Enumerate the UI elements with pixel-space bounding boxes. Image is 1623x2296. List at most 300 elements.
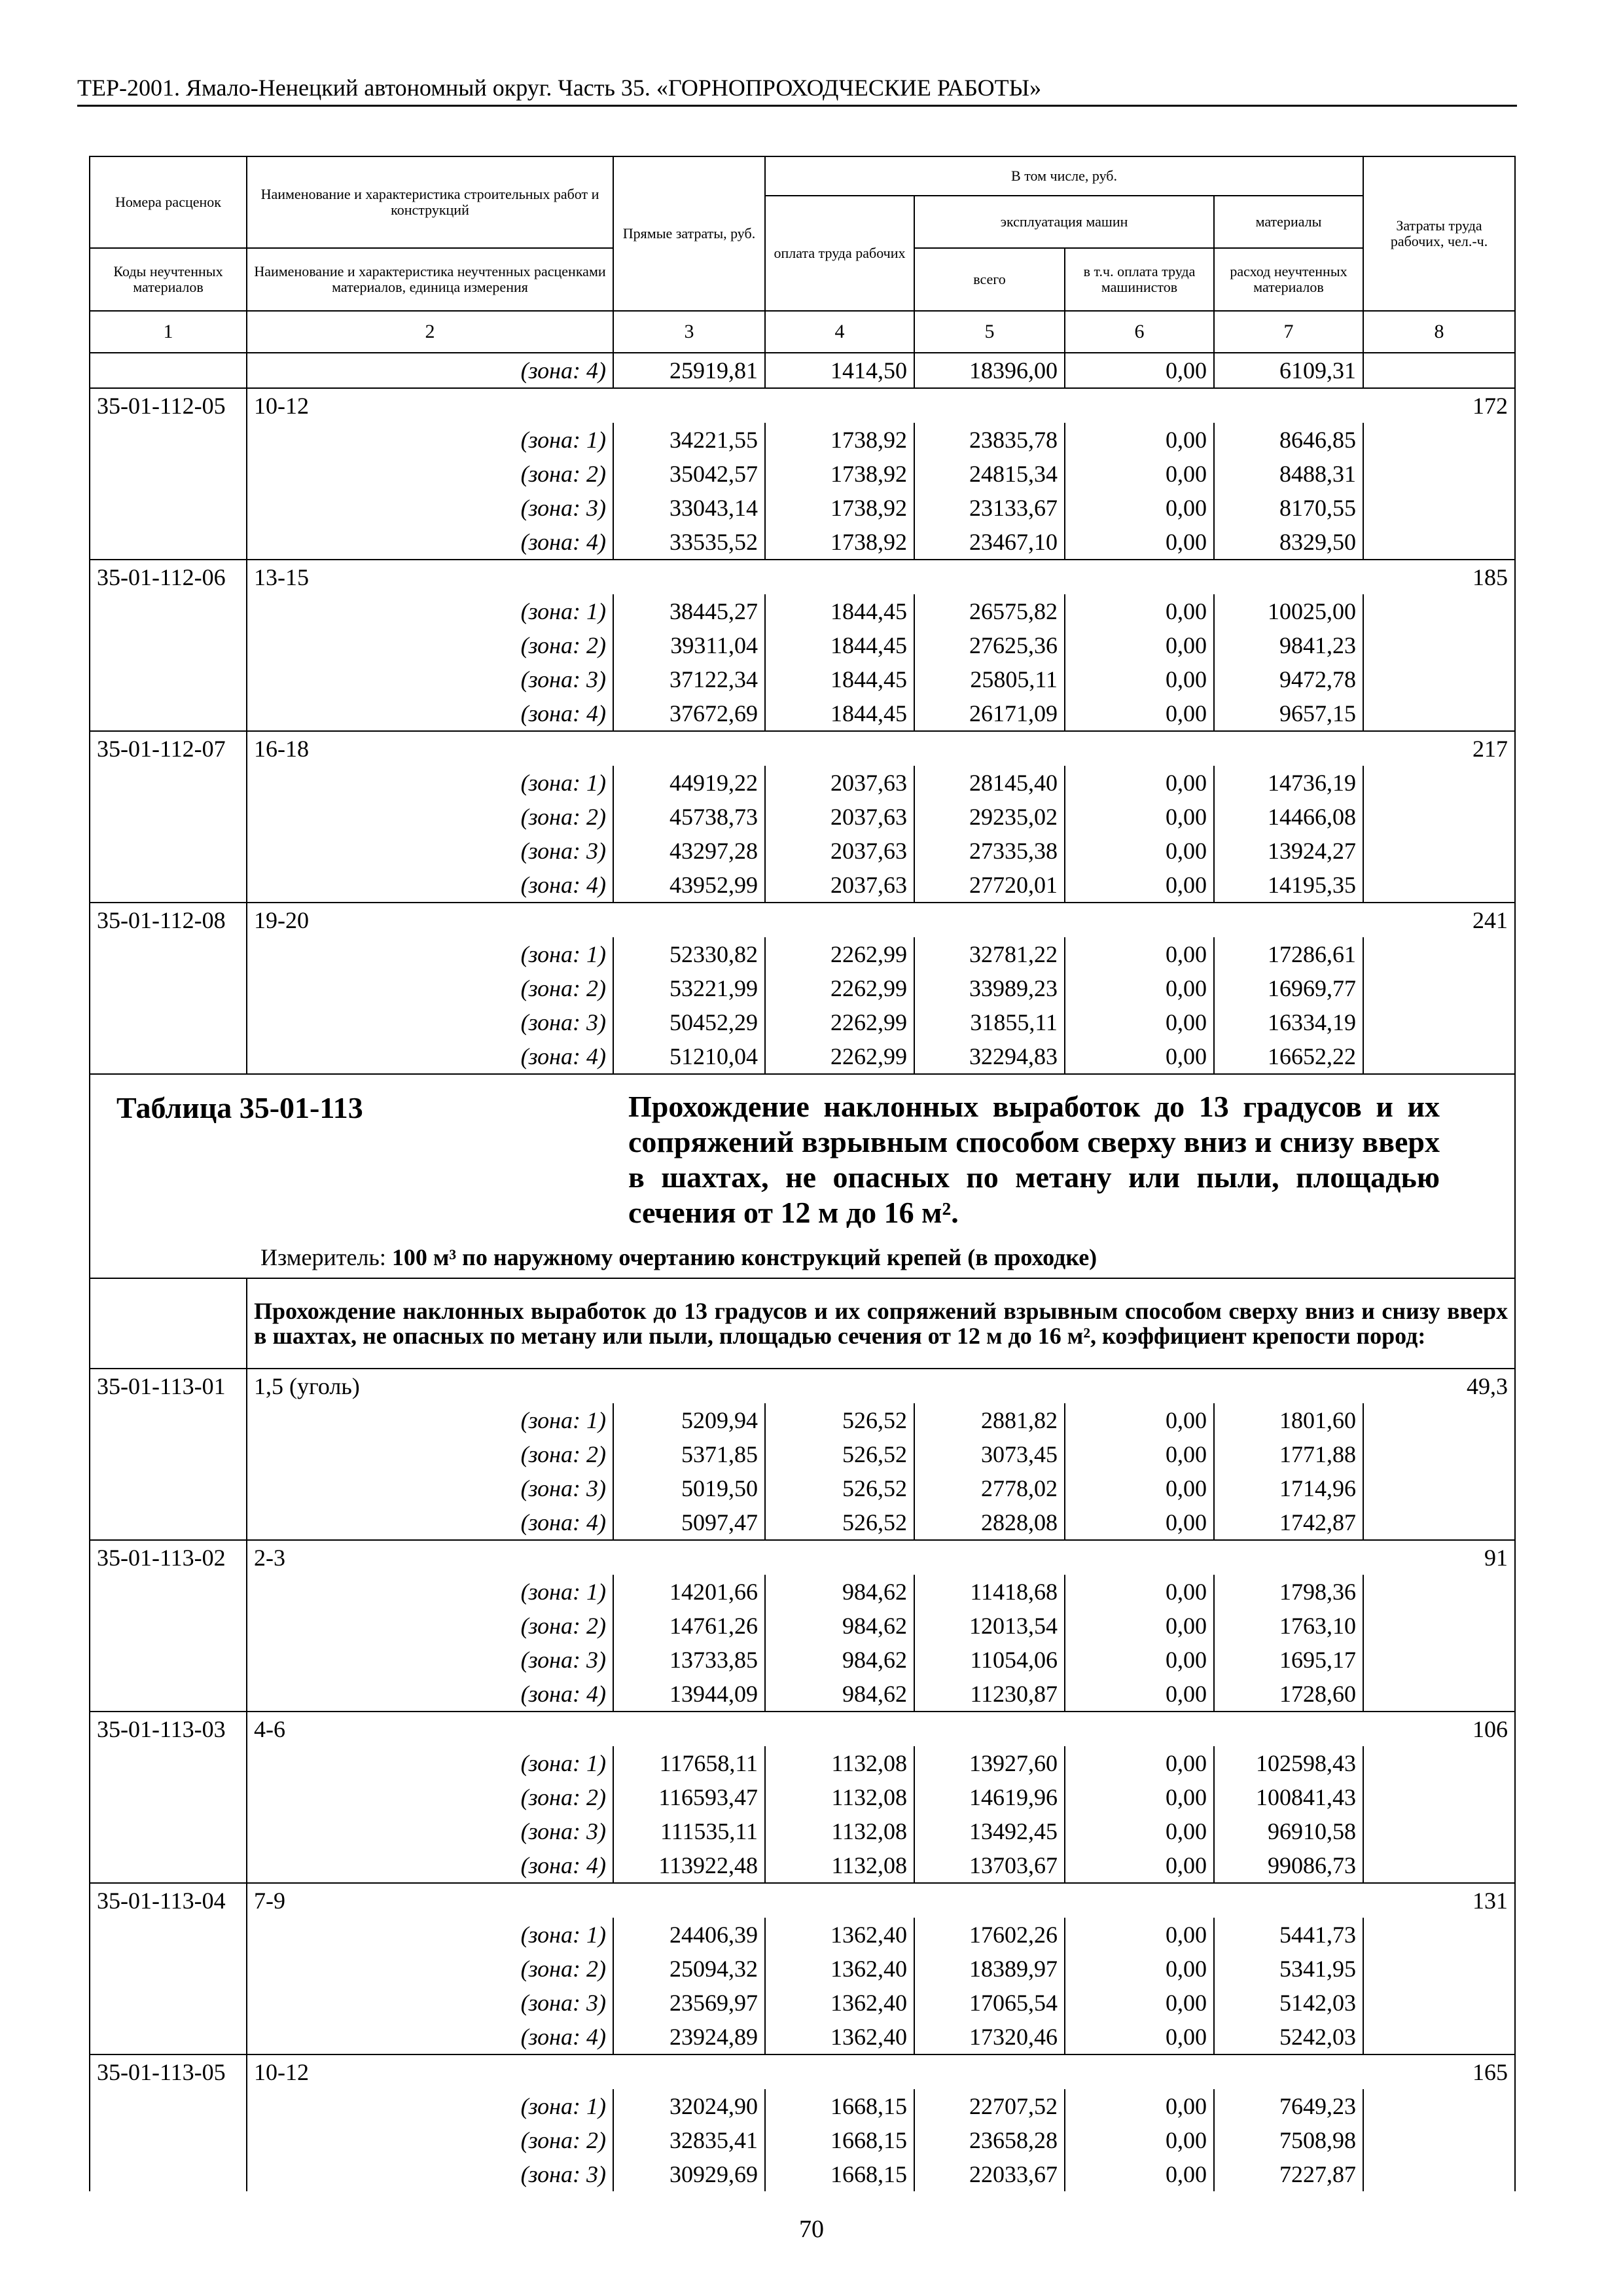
empty-cell — [1214, 903, 1363, 937]
zone-row — [90, 2089, 1515, 2123]
col-number: 7 — [1214, 311, 1363, 353]
empty-cell — [1214, 1369, 1363, 1403]
col-number: 2 — [247, 311, 613, 353]
zone-label: (зона: 2) — [247, 971, 613, 1005]
machinist-wages: 0,00 — [1065, 937, 1214, 971]
empty-cell — [613, 1540, 765, 1575]
direct-costs: 33535,52 — [613, 525, 765, 560]
zone-row — [90, 1918, 1515, 1952]
wages: 1844,45 — [765, 628, 914, 662]
zone-label: (зона: 1) — [247, 423, 613, 457]
empty-cell — [90, 1643, 247, 1677]
zone-label: (зона: 3) — [247, 1643, 613, 1677]
direct-costs: 113922,48 — [613, 1848, 765, 1883]
empty-cell — [613, 903, 765, 937]
materials-cost: 1742,87 — [1214, 1505, 1363, 1540]
materials-cost: 14466,08 — [1214, 800, 1363, 834]
machinist-wages: 0,00 — [1065, 525, 1214, 560]
machinist-wages: 0,00 — [1065, 1437, 1214, 1471]
machinist-wages: 0,00 — [1065, 1505, 1214, 1540]
materials-cost: 1714,96 — [1214, 1471, 1363, 1505]
col-number: 4 — [765, 311, 914, 353]
direct-costs: 25919,81 — [613, 353, 765, 388]
empty-cell — [914, 2054, 1065, 2089]
col-material-codes: Коды неучтенных материалов — [90, 248, 247, 311]
zone-label: (зона: 1) — [247, 937, 613, 971]
machines-total: 18396,00 — [914, 353, 1065, 388]
empty-cell — [90, 2020, 247, 2054]
machinist-wages: 0,00 — [1065, 423, 1214, 457]
rate-item-header — [90, 903, 1515, 937]
wages: 1844,45 — [765, 696, 914, 731]
machines-total: 11418,68 — [914, 1575, 1065, 1609]
machines-total: 28145,40 — [914, 766, 1065, 800]
empty-cell — [90, 766, 247, 800]
zone-row — [90, 1437, 1515, 1471]
work-name: 13-15 — [247, 560, 613, 594]
empty-cell — [1363, 937, 1515, 971]
machinist-wages: 0,00 — [1065, 1780, 1214, 1814]
empty-cell — [765, 1883, 914, 1918]
machines-total: 22707,52 — [914, 2089, 1065, 2123]
direct-costs: 39311,04 — [613, 628, 765, 662]
empty-cell — [1363, 594, 1515, 628]
empty-cell — [1363, 2089, 1515, 2123]
empty-cell — [1363, 525, 1515, 560]
col-wages: оплата труда рабочих — [765, 196, 914, 311]
zone-row — [90, 2020, 1515, 2054]
direct-costs: 23569,97 — [613, 1986, 765, 2020]
zone-label: (зона: 2) — [247, 628, 613, 662]
machinist-wages: 0,00 — [1065, 1643, 1214, 1677]
machinist-wages: 0,00 — [1065, 628, 1214, 662]
table-113-body — [90, 1369, 1515, 2191]
direct-costs: 25094,32 — [613, 1952, 765, 1986]
col-number: 6 — [1065, 311, 1214, 353]
col-machinist-wages: в т.ч. оплата труда машинистов — [1065, 248, 1214, 311]
empty-cell — [1363, 2157, 1515, 2191]
empty-cell — [1214, 731, 1363, 766]
zone-row — [90, 594, 1515, 628]
machines-total: 12013,54 — [914, 1609, 1065, 1643]
empty-cell — [1363, 662, 1515, 696]
machines-total: 33989,23 — [914, 971, 1065, 1005]
empty-cell — [90, 937, 247, 971]
materials-cost: 9472,78 — [1214, 662, 1363, 696]
machines-total: 17602,26 — [914, 1918, 1065, 1952]
empty-cell — [90, 1952, 247, 1986]
empty-cell — [90, 1918, 247, 1952]
zone-label: (зона: 4) — [247, 868, 613, 903]
labor-cost: 241 — [1363, 903, 1515, 937]
empty-cell — [90, 1780, 247, 1814]
wages: 2037,63 — [765, 834, 914, 868]
empty-cell — [1363, 1677, 1515, 1712]
empty-cell — [914, 1883, 1065, 1918]
machinist-wages: 0,00 — [1065, 971, 1214, 1005]
zone-label: (зона: 4) — [247, 1505, 613, 1540]
materials-cost: 102598,43 — [1214, 1746, 1363, 1780]
materials-cost: 8646,85 — [1214, 423, 1363, 457]
direct-costs: 37672,69 — [613, 696, 765, 731]
empty-cell — [90, 1505, 247, 1540]
zone-row — [90, 1005, 1515, 1039]
empty-cell — [765, 1540, 914, 1575]
wages: 984,62 — [765, 1575, 914, 1609]
wages: 1362,40 — [765, 1952, 914, 1986]
machines-total: 13703,67 — [914, 1848, 1065, 1883]
zone-row — [90, 457, 1515, 491]
machinist-wages: 0,00 — [1065, 491, 1214, 525]
empty-cell — [1363, 628, 1515, 662]
empty-cell — [1363, 868, 1515, 903]
empty-cell — [1363, 353, 1515, 388]
direct-costs: 44919,22 — [613, 766, 765, 800]
zone-row — [90, 628, 1515, 662]
direct-costs: 116593,47 — [613, 1780, 765, 1814]
zone-label: (зона: 4) — [247, 525, 613, 560]
zone-row — [90, 971, 1515, 1005]
direct-costs: 24406,39 — [613, 1918, 765, 1952]
empty-cell — [90, 696, 247, 731]
materials-cost: 8170,55 — [1214, 491, 1363, 525]
table-header — [90, 156, 1515, 353]
machines-total: 32294,83 — [914, 1039, 1065, 1074]
zone-label: (зона: 3) — [247, 834, 613, 868]
empty-cell — [90, 800, 247, 834]
direct-costs: 45738,73 — [613, 800, 765, 834]
empty-cell — [90, 1005, 247, 1039]
wages: 2262,99 — [765, 1039, 914, 1074]
empty-cell — [765, 2054, 914, 2089]
table-name: Прохождение наклонных выработок до 13 градусов и их сопряжений взрывным способом сверху вниз и снизу вверх в шахтах, не опасных по метану или пыли, площадью сечения от 12 м до 16 м². — [628, 1090, 1440, 1229]
direct-costs: 13944,09 — [613, 1677, 765, 1712]
empty-cell — [1214, 1540, 1363, 1575]
machines-total: 25805,11 — [914, 662, 1065, 696]
direct-costs: 23924,89 — [613, 2020, 765, 2054]
materials-cost: 9657,15 — [1214, 696, 1363, 731]
table-113-title — [90, 1074, 1515, 1369]
materials-cost: 1695,17 — [1214, 1643, 1363, 1677]
zone-label: (зона: 1) — [247, 594, 613, 628]
machines-total: 2881,82 — [914, 1403, 1065, 1437]
zone-row — [90, 1746, 1515, 1780]
empty-cell — [1363, 491, 1515, 525]
running-header: ТЕР-2001. Ямало-Ненецкий автономный округ. Часть 35. «ГОРНОПРОХОДЧЕСКИЕ РАБОТЫ» — [77, 75, 1042, 101]
wages: 984,62 — [765, 1677, 914, 1712]
empty-cell — [613, 1883, 765, 1918]
zone-row — [90, 766, 1515, 800]
machinist-wages: 0,00 — [1065, 2157, 1214, 2191]
empty-cell — [90, 868, 247, 903]
zone-row — [90, 1677, 1515, 1712]
machinist-wages: 0,00 — [1065, 1039, 1214, 1074]
empty-cell — [1363, 696, 1515, 731]
materials-cost: 7227,87 — [1214, 2157, 1363, 2191]
table-number: Таблица 35-01-113 — [116, 1091, 363, 1124]
rate-item-header — [90, 1712, 1515, 1746]
empty-cell — [90, 834, 247, 868]
direct-costs: 52330,82 — [613, 937, 765, 971]
col-materials: материалы — [1214, 196, 1363, 248]
materials-cost: 1728,60 — [1214, 1677, 1363, 1712]
empty-cell — [1065, 560, 1214, 594]
rate-item-header — [90, 731, 1515, 766]
machinist-wages: 0,00 — [1065, 662, 1214, 696]
materials-cost: 5341,95 — [1214, 1952, 1363, 1986]
zone-row — [90, 1039, 1515, 1074]
labor-cost: 131 — [1363, 1883, 1515, 1918]
col-including: В том числе, руб. — [765, 156, 1363, 196]
wages: 1844,45 — [765, 662, 914, 696]
rate-code: 35-01-113-04 — [90, 1883, 247, 1918]
empty-cell — [765, 1712, 914, 1746]
machinist-wages: 0,00 — [1065, 1609, 1214, 1643]
col-machines: эксплуатация машин — [914, 196, 1214, 248]
zone-label: (зона: 4) — [247, 1039, 613, 1074]
table-112-body — [90, 353, 1515, 1074]
labor-cost: 165 — [1363, 2054, 1515, 2089]
empty-cell — [1363, 800, 1515, 834]
machines-total: 2778,02 — [914, 1471, 1065, 1505]
machines-total: 11230,87 — [914, 1677, 1065, 1712]
empty-cell — [914, 1712, 1065, 1746]
machinist-wages: 0,00 — [1065, 1677, 1214, 1712]
empty-cell — [90, 353, 247, 388]
zone-row — [90, 662, 1515, 696]
col-material-name: Наименование и характеристика неучтенных расценками материалов, единица измерения — [247, 248, 613, 311]
empty-cell — [90, 423, 247, 457]
work-name: 7-9 — [247, 1883, 613, 1918]
empty-cell — [1363, 457, 1515, 491]
materials-cost: 17286,61 — [1214, 937, 1363, 971]
empty-cell — [90, 1039, 247, 1074]
empty-cell — [90, 491, 247, 525]
zone-row — [90, 1848, 1515, 1883]
empty-cell — [90, 457, 247, 491]
rate-code: 35-01-113-01 — [90, 1369, 247, 1403]
empty-cell — [1065, 2054, 1214, 2089]
machines-total: 2828,08 — [914, 1505, 1065, 1540]
measure-value: 100 м³ по наружному очертанию конструкций крепей (в проходке) — [391, 1244, 1097, 1270]
direct-costs: 34221,55 — [613, 423, 765, 457]
zone-row — [90, 423, 1515, 457]
zone-label: (зона: 2) — [247, 1437, 613, 1471]
wages: 1132,08 — [765, 1814, 914, 1848]
machines-total: 17320,46 — [914, 2020, 1065, 2054]
zone-row — [90, 1471, 1515, 1505]
empty-cell — [914, 1540, 1065, 1575]
empty-cell — [90, 1848, 247, 1883]
machinist-wages: 0,00 — [1065, 1005, 1214, 1039]
labor-cost: 172 — [1363, 388, 1515, 423]
direct-costs: 38445,27 — [613, 594, 765, 628]
empty-cell — [765, 731, 914, 766]
machines-total: 13492,45 — [914, 1814, 1065, 1848]
machines-total: 24815,34 — [914, 457, 1065, 491]
empty-cell — [90, 1677, 247, 1712]
empty-cell — [90, 971, 247, 1005]
zone-row — [90, 2123, 1515, 2157]
wages: 2037,63 — [765, 800, 914, 834]
materials-cost: 14195,35 — [1214, 868, 1363, 903]
work-name: 10-12 — [247, 2054, 613, 2089]
col-number: 8 — [1363, 311, 1515, 353]
direct-costs: 32024,90 — [613, 2089, 765, 2123]
machinist-wages: 0,00 — [1065, 800, 1214, 834]
zone-label: (зона: 3) — [247, 491, 613, 525]
zone-row — [90, 353, 1515, 388]
col-rate-numbers: Номера расценок — [90, 156, 247, 248]
direct-costs: 37122,34 — [613, 662, 765, 696]
machines-total: 11054,06 — [914, 1643, 1065, 1677]
machines-total: 23467,10 — [914, 525, 1065, 560]
zone-row — [90, 937, 1515, 971]
machines-total: 18389,97 — [914, 1952, 1065, 1986]
machinist-wages: 0,00 — [1065, 1986, 1214, 2020]
zone-row — [90, 1780, 1515, 1814]
machines-total: 32781,22 — [914, 937, 1065, 971]
direct-costs: 50452,29 — [613, 1005, 765, 1039]
materials-cost: 1798,36 — [1214, 1575, 1363, 1609]
empty-cell — [1363, 1403, 1515, 1437]
materials-cost: 10025,00 — [1214, 594, 1363, 628]
empty-cell — [1363, 1952, 1515, 1986]
empty-cell — [914, 903, 1065, 937]
empty-cell — [1363, 1005, 1515, 1039]
wages: 1738,92 — [765, 525, 914, 560]
rate-item-header — [90, 2054, 1515, 2089]
zone-label: (зона: 2) — [247, 2123, 613, 2157]
empty-cell — [1363, 971, 1515, 1005]
zone-label: (зона: 4) — [247, 1677, 613, 1712]
empty-cell — [613, 388, 765, 423]
empty-cell — [90, 1575, 247, 1609]
wages: 526,52 — [765, 1437, 914, 1471]
rate-code: 35-01-113-03 — [90, 1712, 247, 1746]
materials-cost: 8488,31 — [1214, 457, 1363, 491]
wages: 526,52 — [765, 1505, 914, 1540]
zone-label: (зона: 1) — [247, 766, 613, 800]
wages: 1132,08 — [765, 1848, 914, 1883]
direct-costs: 117658,11 — [613, 1746, 765, 1780]
wages: 1668,15 — [765, 2089, 914, 2123]
machines-total: 23133,67 — [914, 491, 1065, 525]
zone-row — [90, 1952, 1515, 1986]
machines-total: 26171,09 — [914, 696, 1065, 731]
wages: 1132,08 — [765, 1746, 914, 1780]
direct-costs: 33043,14 — [613, 491, 765, 525]
wages: 1668,15 — [765, 2123, 914, 2157]
materials-cost: 5242,03 — [1214, 2020, 1363, 2054]
machinist-wages: 0,00 — [1065, 1952, 1214, 1986]
direct-costs: 14761,26 — [613, 1609, 765, 1643]
zone-label: (зона: 3) — [247, 2157, 613, 2191]
empty-cell — [90, 1437, 247, 1471]
materials-cost: 16334,19 — [1214, 1005, 1363, 1039]
empty-cell — [1363, 766, 1515, 800]
wages: 2262,99 — [765, 937, 914, 971]
machines-total: 27625,36 — [914, 628, 1065, 662]
zone-row — [90, 800, 1515, 834]
machines-total: 31855,11 — [914, 1005, 1065, 1039]
empty-cell — [1065, 1369, 1214, 1403]
empty-cell — [765, 1369, 914, 1403]
measure-unit — [260, 1244, 1097, 1271]
direct-costs: 53221,99 — [613, 971, 765, 1005]
wages: 1738,92 — [765, 491, 914, 525]
empty-cell — [765, 388, 914, 423]
wages: 1132,08 — [765, 1780, 914, 1814]
zone-row — [90, 1609, 1515, 1643]
zone-label: (зона: 4) — [247, 1848, 613, 1883]
empty-cell — [765, 903, 914, 937]
machinist-wages: 0,00 — [1065, 594, 1214, 628]
materials-cost: 99086,73 — [1214, 1848, 1363, 1883]
zone-label: (зона: 4) — [247, 2020, 613, 2054]
direct-costs: 13733,85 — [613, 1643, 765, 1677]
machinist-wages: 0,00 — [1065, 1918, 1214, 1952]
rate-item-header — [90, 1369, 1515, 1403]
empty-cell — [1065, 388, 1214, 423]
empty-cell — [1363, 1505, 1515, 1540]
empty-cell — [1363, 1039, 1515, 1074]
measure-prefix: Измеритель: — [260, 1244, 392, 1270]
machinist-wages: 0,00 — [1065, 868, 1214, 903]
zone-label: (зона: 2) — [247, 457, 613, 491]
empty-cell — [1363, 1918, 1515, 1952]
zone-label: (зона: 3) — [247, 1005, 613, 1039]
direct-costs: 43952,99 — [613, 868, 765, 903]
machines-total: 29235,02 — [914, 800, 1065, 834]
empty-cell — [1363, 1986, 1515, 2020]
machines-total: 26575,82 — [914, 594, 1065, 628]
materials-cost: 1801,60 — [1214, 1403, 1363, 1437]
wages: 1362,40 — [765, 1986, 914, 2020]
empty-cell — [1363, 1848, 1515, 1883]
materials-cost: 9841,23 — [1214, 628, 1363, 662]
machinist-wages: 0,00 — [1065, 1471, 1214, 1505]
rate-item-header — [90, 560, 1515, 594]
zone-label: (зона: 3) — [247, 662, 613, 696]
wages: 2037,63 — [765, 766, 914, 800]
empty-cell — [1065, 1540, 1214, 1575]
zone-label: (зона: 4) — [247, 353, 613, 388]
machines-total: 13927,60 — [914, 1746, 1065, 1780]
direct-costs: 5371,85 — [613, 1437, 765, 1471]
rate-item-header — [90, 388, 1515, 423]
machinist-wages: 0,00 — [1065, 2020, 1214, 2054]
materials-cost: 5441,73 — [1214, 1918, 1363, 1952]
machines-total: 17065,54 — [914, 1986, 1065, 2020]
wages: 526,52 — [765, 1471, 914, 1505]
rate-code: 35-01-112-05 — [90, 388, 247, 423]
empty-cell — [90, 1471, 247, 1505]
direct-costs: 30929,69 — [613, 2157, 765, 2191]
machines-total: 23835,78 — [914, 423, 1065, 457]
machinist-wages: 0,00 — [1065, 766, 1214, 800]
empty-cell — [1363, 2020, 1515, 2054]
empty-cell — [1363, 1471, 1515, 1505]
materials-cost: 8329,50 — [1214, 525, 1363, 560]
rate-code: 35-01-112-08 — [90, 903, 247, 937]
labor-cost: 106 — [1363, 1712, 1515, 1746]
materials-cost: 100841,43 — [1214, 1780, 1363, 1814]
zone-label: (зона: 3) — [247, 1814, 613, 1848]
empty-cell — [914, 1369, 1065, 1403]
machinist-wages: 0,00 — [1065, 1575, 1214, 1609]
zone-row — [90, 491, 1515, 525]
